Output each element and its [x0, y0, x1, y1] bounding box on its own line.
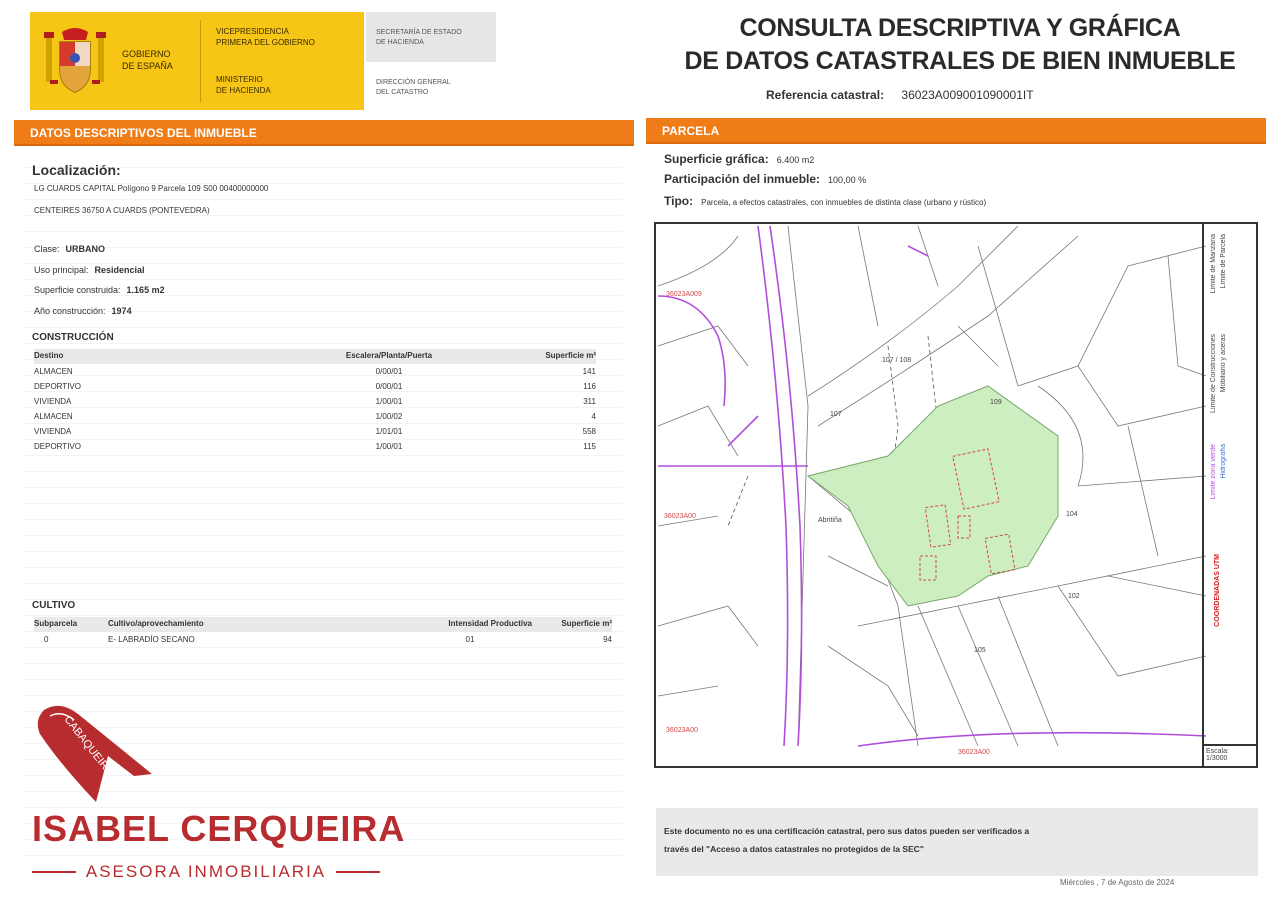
- subject-parcel[interactable]: [808, 386, 1058, 606]
- map-label: Abritiña: [818, 517, 842, 524]
- map-drawing: [658, 226, 1206, 756]
- table-cell: 311: [583, 397, 596, 406]
- table-cell: DEPORTIVO: [34, 382, 81, 391]
- watermark-subtitle-row: [32, 862, 380, 882]
- clase-label: Clase:: [34, 244, 60, 254]
- table-row: [34, 439, 596, 454]
- cadastral-map[interactable]: [654, 222, 1258, 768]
- ref-label: Referencia catastral:: [766, 88, 885, 102]
- table-cell: 1/01/01: [375, 427, 403, 436]
- table-cell: 558: [582, 427, 596, 436]
- table-cell: 0/00/01: [375, 367, 403, 376]
- table-row: [34, 364, 596, 379]
- map-label: 104: [1066, 511, 1078, 518]
- construccion-title: CONSTRUCCIÓN: [32, 332, 114, 343]
- legend-item: Límite de Construcciones: [1210, 334, 1217, 413]
- table-row: [34, 394, 596, 409]
- table-cell: 141: [582, 367, 596, 376]
- table-cell: E- LABRADÍO SECANO: [108, 635, 195, 644]
- localizacion-line-2: CENTEIRES 36750 A CUARDS (PONTEVEDRA): [34, 206, 210, 215]
- legend-item: Mobiliario y aceras: [1220, 334, 1227, 393]
- table-row: [34, 424, 596, 439]
- construccion-table: [34, 349, 596, 454]
- direccion-label: DIRECCIÓN GENERAL DEL CATASTRO: [376, 79, 451, 96]
- uso-label: Uso principal:: [34, 265, 89, 275]
- table-cell: DEPORTIVO: [34, 442, 81, 451]
- superficie-label: Superficie construida:: [34, 285, 121, 295]
- participacion-row: [664, 172, 866, 186]
- table-cell: 94: [603, 635, 612, 644]
- document-date: Miércoles , 7 de Agosto de 2024: [1060, 878, 1175, 887]
- column-header: Intensidad Productiva: [408, 617, 532, 632]
- notice-line: través del "Acceso a datos catastrales no protegidos de la SEC": [664, 844, 924, 854]
- spain-coat-of-arms-icon: [42, 26, 108, 96]
- legend-item: COORDENADAS UTM: [1214, 554, 1221, 627]
- clase-value: URBANO: [65, 244, 106, 254]
- watermark-name: ISABEL CERQUEIRA: [32, 808, 406, 849]
- column-header: Cultivo/aprovechamiento: [108, 617, 408, 632]
- tipo-row: [664, 194, 986, 208]
- table-cell: 1/00/02: [375, 412, 403, 421]
- uso-value: Residencial: [94, 265, 145, 275]
- scale-value: 1/3000: [1206, 755, 1228, 762]
- map-code: 36023A00: [666, 727, 698, 734]
- legend-item: Hidrografía: [1220, 444, 1227, 479]
- map-label: 102: [1068, 593, 1080, 600]
- table-cell: 1/00/01: [375, 442, 403, 451]
- table-cell: ALMACEN: [34, 412, 73, 421]
- table-cell: 0: [44, 635, 49, 644]
- vicepresidencia-label: VICEPRESIDENCIA PRIMERA DEL GOBIERNO: [216, 27, 315, 47]
- column-header: Escalera/Planta/Puerta: [294, 349, 484, 364]
- legend-item: Límite de Manzana: [1210, 234, 1217, 294]
- map-label: 107: [830, 411, 842, 418]
- map-code: 36023A00: [664, 513, 696, 520]
- table-cell: 115: [583, 442, 596, 451]
- table-cell: 1/00/01: [375, 397, 403, 406]
- watermark-tag: CABAQUEIRA: [61, 713, 116, 778]
- table-cell: 4: [591, 412, 596, 421]
- legend-item: Límite de Parcela: [1220, 234, 1227, 289]
- tipo-label: Tipo:: [664, 194, 694, 208]
- column-header: Superficie m²: [532, 617, 612, 632]
- table-cell: 0/00/01: [375, 382, 403, 391]
- map-code: 36023A009: [666, 291, 702, 298]
- map-code: 36023A00: [958, 749, 990, 756]
- table-header-row: [34, 617, 612, 632]
- cabaqueira-logo-icon: [30, 704, 160, 804]
- table-row: [34, 409, 596, 424]
- scale-label: Escala:: [1206, 748, 1229, 755]
- document-title: CONSULTA DESCRIPTIVA Y GRÁFICA DE DATOS CATASTRALES DE BIEN INMUEBLE: [684, 14, 1236, 75]
- table-row: [34, 632, 612, 647]
- datos-descriptivos-header: DATOS DESCRIPTIVOS DEL INMUEBLE: [14, 120, 634, 146]
- watermark-subtitle: ASESORA INMOBILIARIA: [85, 862, 327, 881]
- banner-divider: [200, 20, 201, 102]
- disclaimer-notice: [656, 808, 1258, 876]
- map-label: 109: [990, 399, 1002, 406]
- ref-value: 36023A009001090001IT: [901, 88, 1034, 102]
- map-label: 107 / 108: [882, 357, 912, 364]
- table-cell: ALMACEN: [34, 367, 73, 376]
- superficie-grafica-label: Superficie gráfica:: [664, 152, 769, 166]
- map-label: 105: [974, 647, 986, 654]
- cultivo-title: CULTIVO: [32, 600, 76, 611]
- localizacion-label: Localización:: [32, 162, 121, 178]
- participacion-label: Participación del inmueble:: [664, 172, 821, 186]
- anio-label: Año construcción:: [34, 306, 106, 316]
- table-cell: VIVIENDA: [34, 427, 72, 436]
- anio-value: 1974: [111, 306, 132, 316]
- table-cell: 01: [465, 635, 475, 644]
- secretaria-label: SECRETARÍA DE ESTADO DE HACIENDA: [376, 29, 462, 46]
- superficie-grafica-row: [664, 152, 814, 166]
- tipo-value: Parcela, a efectos catastrales, con inmuebles de distinta clase (urbano y rústico): [701, 198, 987, 207]
- ministerio-label: MINISTERIO DE HACIENDA: [216, 75, 271, 95]
- map-scale: [1202, 744, 1256, 766]
- gobierno-label: GOBIERNO DE ESPAÑA: [122, 49, 173, 71]
- superficie-grafica-value: 6.400 m2: [776, 155, 815, 165]
- column-header: Subparcela: [34, 617, 108, 632]
- government-header: [30, 12, 496, 110]
- column-header: Superficie m²: [484, 349, 596, 364]
- cultivo-table: [34, 617, 612, 647]
- table-header-row: [34, 349, 596, 364]
- clase-field: [34, 244, 105, 254]
- table-row: [34, 379, 596, 394]
- divider-line: [336, 871, 380, 873]
- uso-field: [34, 265, 145, 275]
- localizacion-line-1: LG CUARDS CAPITAL Polígono 9 Parcela 109 S00 00400000000: [34, 184, 269, 193]
- anio-construccion-field: [34, 306, 132, 316]
- notice-line: Este documento no es una certificación catastral, pero sus datos pueden ser verificados a: [664, 826, 1030, 836]
- participacion-value: 100,00 %: [828, 175, 867, 185]
- legend-item: Límite zona verde: [1210, 444, 1217, 500]
- superficie-value: 1.165 m2: [126, 285, 165, 295]
- superficie-construida-field: [34, 285, 165, 295]
- parcela-header: PARCELA: [646, 118, 1266, 144]
- column-header: Destino: [34, 349, 294, 364]
- table-cell: 116: [583, 382, 596, 391]
- map-legend: [1202, 224, 1258, 744]
- table-cell: VIVIENDA: [34, 397, 72, 406]
- divider-line: [32, 871, 76, 873]
- referencia-catastral: [766, 88, 1034, 102]
